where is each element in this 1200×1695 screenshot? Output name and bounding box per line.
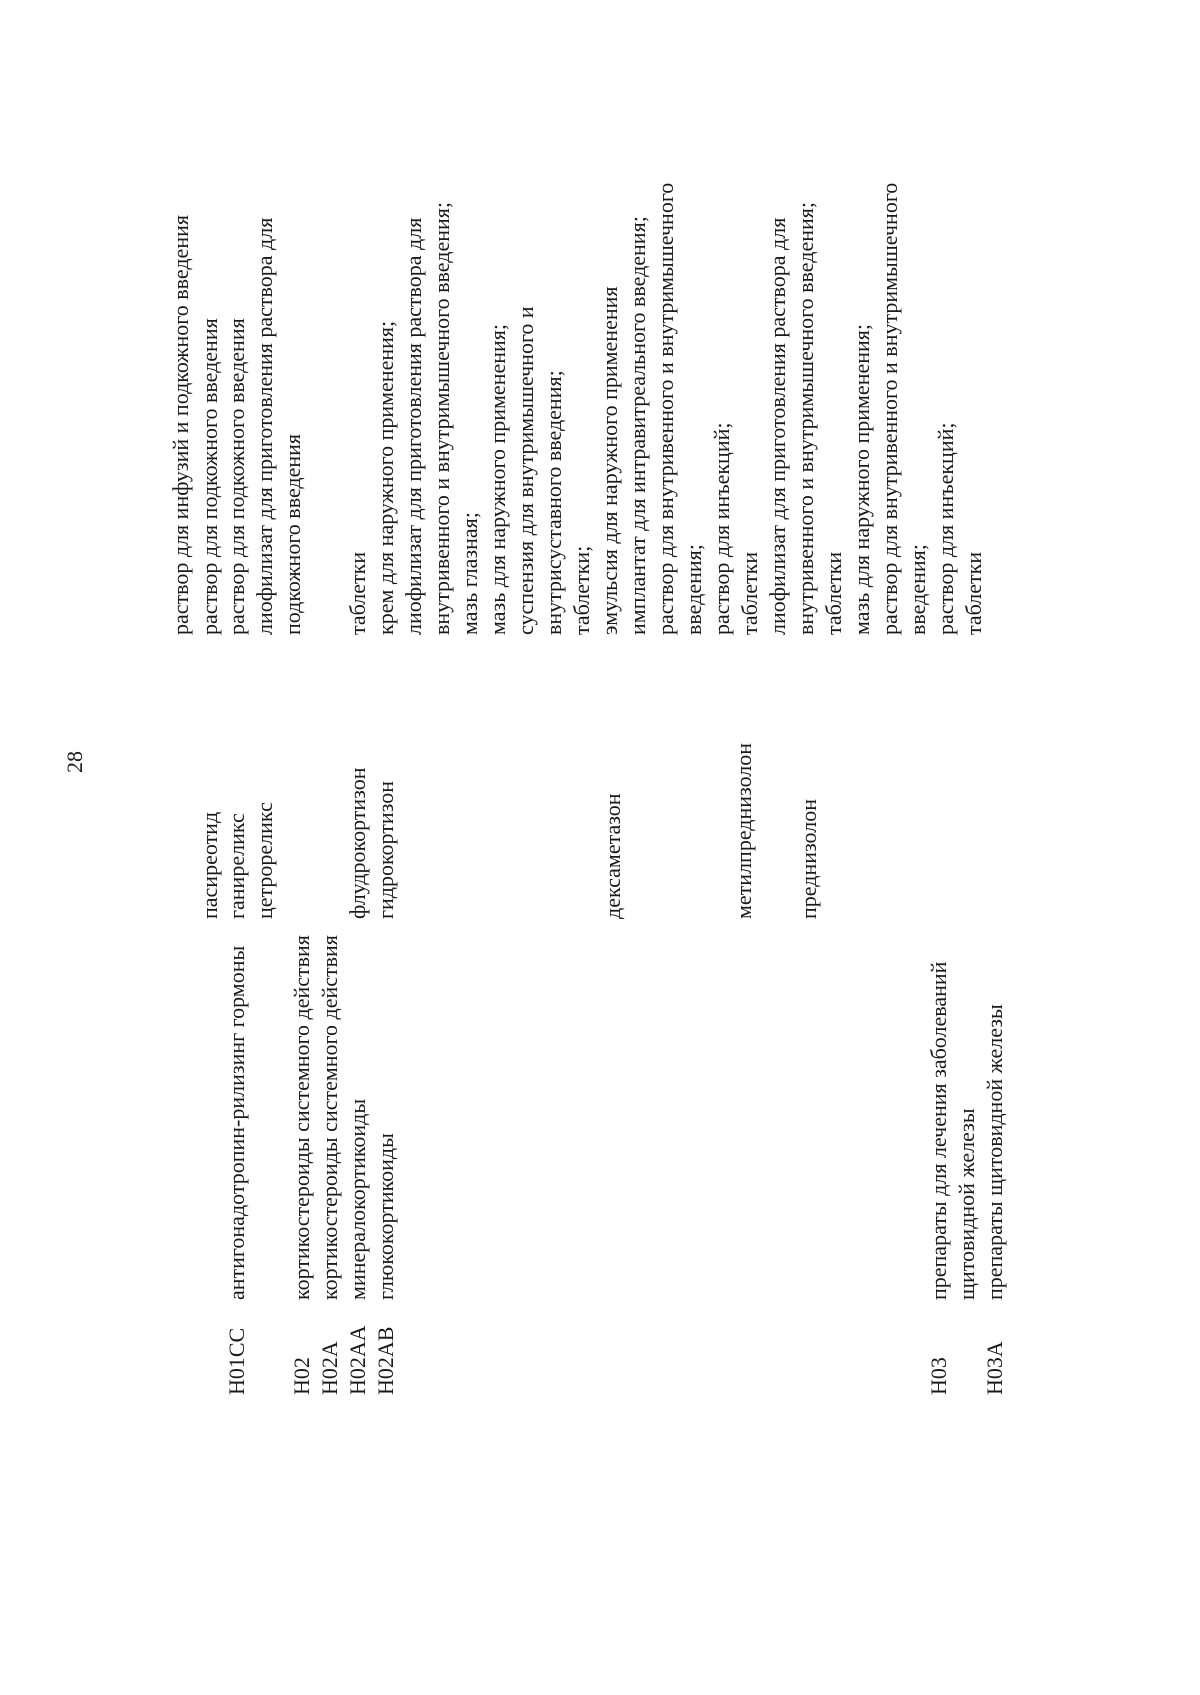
atc-group-name: глюкокортикоиды: [373, 1133, 398, 1300]
atc-code: H01CC: [224, 1327, 249, 1395]
dosage-form: раствор для инфузий и подкожного введения: [168, 215, 193, 635]
dosage-form: имплантат для интравитреального введения;: [625, 216, 650, 635]
drug-name: метилпреднизолон: [731, 742, 756, 919]
dosage-form: раствор для подкожного введения: [224, 318, 249, 635]
atc-group-name: антигонадотропин-рилизинг гормоны: [224, 945, 249, 1300]
drug-name: гидрокортизон: [373, 781, 398, 919]
dosage-form: введения;: [681, 544, 706, 635]
drug-name: дексаметазон: [600, 793, 625, 919]
dosage-form: введения;: [905, 544, 930, 635]
dosage-form: таблетки: [821, 551, 846, 635]
dosage-form: мазь глазная;: [457, 512, 482, 635]
atc-group-name: минералокортикоиды: [345, 1098, 370, 1300]
dosage-form: раствор для внутривенного и внутримышечного: [653, 182, 678, 635]
atc-code: H03A: [982, 1341, 1007, 1395]
dosage-form: лиофилизат для приготовления раствора для: [252, 217, 277, 635]
atc-group-name: кортикостероиды системного действия: [289, 935, 314, 1300]
atc-group-name: препараты щитовидной железы: [982, 1004, 1007, 1300]
drug-name: пасиреотид: [197, 811, 222, 919]
dosage-form: раствор для инъекций;: [933, 422, 958, 635]
dosage-form: таблетки: [737, 551, 762, 635]
drug-name: преднизолон: [796, 798, 821, 919]
atc-code: H03: [926, 1357, 951, 1395]
dosage-form: внутривенного и внутримышечного введения;: [429, 202, 454, 635]
dosage-form: суспензия для внутримышечного и: [513, 306, 538, 635]
dosage-form: раствор для внутривенного и внутримышечного: [877, 182, 902, 635]
dosage-form: эмульсия для наружного применения: [597, 286, 622, 635]
dosage-form: раствор для подкожного введения: [197, 318, 222, 635]
dosage-form: внутрисуставного введения;: [541, 370, 566, 635]
dosage-form: мазь для наружного применения;: [485, 323, 510, 635]
dosage-form: мазь для наружного применения;: [849, 323, 874, 635]
dosage-form: раствор для инъекций;: [709, 422, 734, 635]
atc-code: H02A: [317, 1341, 342, 1395]
dosage-form: таблетки;: [569, 545, 594, 635]
atc-code: H02AA: [345, 1325, 370, 1395]
drug-name: ганиреликс: [224, 813, 249, 919]
dosage-form: лиофилизат для приготовления раствора для: [401, 217, 426, 635]
atc-code: H02: [289, 1357, 314, 1395]
atc-group-name: кортикостероиды системного действия: [317, 935, 342, 1300]
dosage-form: лиофилизат для приготовления раствора для: [765, 217, 790, 635]
drug-name: флудрокортизон: [345, 767, 370, 919]
dosage-form: таблетки: [961, 551, 986, 635]
page-number: 28: [62, 751, 87, 773]
dosage-form: крем для наружного применения;: [373, 320, 398, 635]
dosage-form: таблетки: [345, 551, 370, 635]
dosage-form: внутривенного и внутримышечного введения;: [793, 202, 818, 635]
atc-code: H02AB: [373, 1326, 398, 1395]
drug-name: цетрореликс: [252, 802, 277, 919]
atc-group-name: препараты для лечения заболеваний: [926, 961, 951, 1300]
atc-group-name: щитовидной железы: [954, 1108, 979, 1300]
dosage-form: подкожного введения: [280, 433, 305, 635]
